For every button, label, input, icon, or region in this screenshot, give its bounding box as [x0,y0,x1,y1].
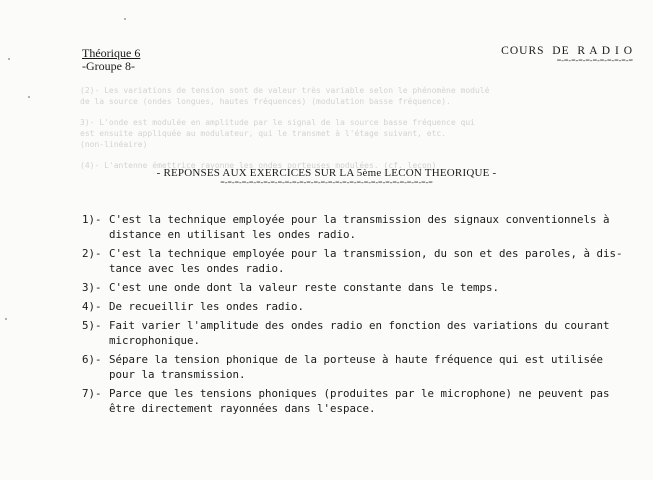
answer-number: 1)- [82,213,102,226]
section-title [0,167,653,187]
answer-item [82,299,642,314]
course-header-right [501,45,633,65]
bleed-through-line: 3)- L'onde est modulée en amplitude par le signal de la source basse fréquence qui [80,118,475,127]
answer-line: Fait varier l'amplitude des ondes radio en fonction des variations du courant [109,319,610,332]
answer-number: 3)- [82,281,102,294]
answer-item [82,212,642,242]
answer-line: distance en utilisant les ondes radio. [109,228,357,241]
answer-list [82,212,642,420]
bleed-through-line: (4)- L'antenne émettrice rayonne les ondes porteuses modulées. (cf. leçon) [80,161,437,170]
answer-number: 4)- [82,300,102,313]
bleed-through-line: est ensuite appliquée au modulateur, qui le transmet à l'étage suivant, etc. [80,129,447,138]
answer-line: pour la transmission. [109,368,246,381]
section-title-underline: =-=-=-=-=-=-=-=-=-=-=-=-=-=-=-=-=-=-=-=-=-=-=-=-=-=-=-=-=-= [220,178,433,187]
paper-speck [124,18,126,20]
answer-number: 7)- [82,387,102,400]
bleed-through-line: (2)- Les variations de tension sont de valeur très variable selon le phénomène modulé [80,86,490,95]
answer-item [82,386,642,416]
answer-item [82,352,642,382]
course-number: Théorique 6 [82,46,141,60]
answer-line: tance avec les ondes radio. [109,262,285,275]
bleed-through-line: (non-linéaire) [80,140,148,149]
answer-line: C'est une onde dont la valeur reste constante dans le temps. [109,281,500,294]
course-header-left [82,47,140,73]
answer-line: Parce que les tensions phoniques (produites par le microphone) ne peuvent pas [109,387,610,400]
course-title: COURS DE R A D I O [501,45,633,57]
answer-item [82,280,642,295]
paper-speck [8,58,10,60]
section-title-text: - REPONSES AUX EXERCICES SUR LA 5ème LECON THEORIQUE - [156,167,497,179]
answer-line: Sépare la tension phonique de la porteuse à haute fréquence qui est utilisée [109,353,604,366]
answer-number: 6)- [82,353,102,366]
answer-line: C'est la technique employée pour la transmission, du son et des paroles, à dis- [109,247,623,260]
paper-speck [5,318,7,320]
bleed-through-line: de la source (ondes longues, hautes fréquences) (modulation basse fréquence). [80,97,451,106]
answer-number: 5)- [82,319,102,332]
answer-line: être directement rayonnées dans l'espace. [109,402,376,415]
answer-line: C'est la technique employée pour la transmission des signaux conventionnels à [109,213,610,226]
answer-item [82,246,642,276]
answer-line: microphonique. [109,334,201,347]
answer-item [82,318,642,348]
group-label: -Groupe 8- [82,59,135,73]
answer-line: De recueillir les ondes radio. [109,300,305,313]
paper-speck [28,96,30,98]
answer-number: 2)- [82,247,102,260]
course-title-underline: =-=-=-=-=-=-=-=-=-=-= [556,56,633,65]
